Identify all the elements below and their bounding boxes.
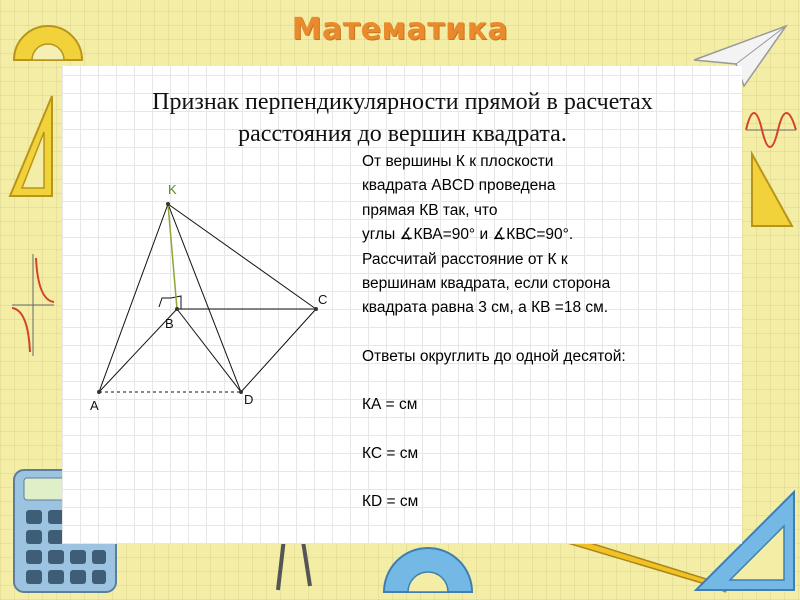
- vertex-k: [166, 202, 170, 206]
- vertex-b: [175, 307, 179, 311]
- answer-ka: КА = см: [362, 396, 418, 414]
- slide-title: [70, 86, 735, 150]
- problem-line: Рассчитай расстояние от К к: [362, 250, 568, 268]
- answer-kd: КD = см: [362, 493, 419, 511]
- label-k: K: [168, 182, 177, 197]
- triangle-ruler-icon: [6, 92, 60, 202]
- problem-text: [362, 150, 742, 514]
- edge-cd: [241, 309, 316, 392]
- slide-title-line-2: расстояния до вершин квадрата.: [238, 121, 567, 147]
- problem-line: От вершины К к плоскости: [362, 153, 554, 170]
- label-c: C: [318, 292, 328, 307]
- problem-line: прямая КВ так, что: [362, 201, 498, 219]
- segment-kb: [168, 204, 177, 309]
- triangle-ruler-icon: [746, 150, 796, 230]
- vertex-c: [314, 307, 318, 311]
- brand-title: Математика: [291, 12, 509, 47]
- edge-ka: [99, 204, 168, 392]
- instruction-text: Ответы округлить до одной десятой:: [362, 347, 626, 365]
- vertex-a: [97, 390, 101, 394]
- label-d: D: [244, 392, 254, 407]
- answer-kc: КС = см: [362, 444, 419, 462]
- pyramid-figure: [80, 170, 350, 420]
- right-angle-mark: [159, 298, 171, 307]
- edge-bd: [177, 309, 241, 392]
- label-b: B: [165, 316, 174, 331]
- problem-line: квадрата равна 3 см, а КВ =18 см.: [362, 299, 609, 317]
- hyperbola-graph-icon: [8, 250, 58, 360]
- slide-title-line-1: Признак перпендикулярности прямой в расчетах: [152, 89, 653, 115]
- label-a: A: [90, 398, 99, 413]
- problem-line: вершинам квадрата, если сторона: [362, 275, 611, 293]
- problem-line: углы ∡КВА=90° и ∡КВС=90°.: [362, 226, 574, 244]
- problem-line: квадрата ABCD проведена: [362, 177, 556, 195]
- edge-kd: [168, 204, 241, 392]
- vertex-d: [239, 390, 243, 394]
- edge-kc: [168, 204, 316, 309]
